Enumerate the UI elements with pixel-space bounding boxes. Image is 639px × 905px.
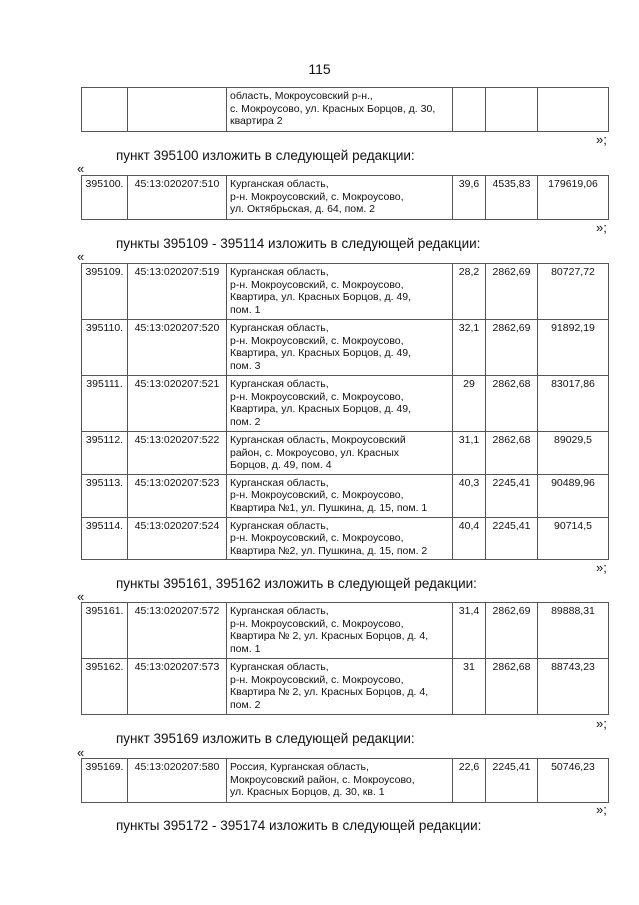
table-row xyxy=(82,264,609,320)
cadastral-value-cell: 89029,5 xyxy=(538,432,609,475)
row-number-cell: 395114. xyxy=(82,517,128,560)
paragraph-395100: пункт 395100 изложить в следующей редакции: xyxy=(116,148,415,163)
address-cell: Курганская область, р-н. Мокроусовский, с. Мокроусово, Квартира №1, ул. Пушкина, д. 15, пом. 1 xyxy=(227,474,453,517)
unit-value-cell xyxy=(486,88,538,132)
cadastral-number-cell: 45:13:020207:521 xyxy=(128,376,227,432)
cadastral-value-cell: 89888,31 xyxy=(538,603,609,659)
row-number-cell: 395100. xyxy=(82,176,128,220)
row-number-cell: 395111. xyxy=(82,376,128,432)
cadastral-value-cell: 179619,06 xyxy=(538,176,609,220)
table-row xyxy=(82,88,609,132)
table-row xyxy=(82,320,609,376)
table-row xyxy=(82,474,609,517)
table-395100 xyxy=(81,175,609,220)
row-number-cell xyxy=(82,88,128,132)
address-cell: Курганская область, р-н. Мокроусовский, с. Мокроусово, Квартира, ул. Красных Борцов, д. 49, пом. 1 xyxy=(227,264,453,320)
table-395169 xyxy=(81,758,609,803)
unit-value-cell: 2245,41 xyxy=(486,474,538,517)
area-cell xyxy=(453,88,486,132)
unit-value-cell: 4535,83 xyxy=(486,176,538,220)
cadastral-number-cell: 45:13:020207:573 xyxy=(128,659,227,715)
cadastral-number-cell: 45:13:020207:522 xyxy=(128,432,227,475)
paragraph-395172-395174: пункты 395172 - 395174 изложить в следующей редакции: xyxy=(116,818,482,833)
table-395161-395162 xyxy=(81,602,609,715)
open-quote-3: « xyxy=(77,589,85,604)
area-cell: 39,6 xyxy=(453,176,486,220)
address-cell: Курганская область, р-н. Мокроусовский, с. Мокроусово, Квартира №2, ул. Пушкина, д. 15, пом. 2 xyxy=(227,517,453,560)
close-quote-1: »; xyxy=(596,220,607,235)
address-cell: Россия, Курганская область, Мокроусовский район, с. Мокроусово, ул. Красных Борцов, д. 30, кв. 1 xyxy=(227,759,453,803)
row-number-cell: 395169. xyxy=(82,759,128,803)
area-cell: 32,1 xyxy=(453,320,486,376)
paragraph-395109-395114: пункты 395109 - 395114 изложить в следующей редакции: xyxy=(116,236,481,251)
area-cell: 29 xyxy=(453,376,486,432)
area-cell: 28,2 xyxy=(453,264,486,320)
open-quote-2: « xyxy=(77,249,85,264)
paragraph-395161-395162: пункты 395161, 395162 изложить в следующей редакции: xyxy=(116,576,477,591)
address-cell: Курганская область, р-н. Мокроусовский, с. Мокроусово, Квартира, ул. Красных Борцов, д. 49, пом. 3 xyxy=(227,320,453,376)
area-cell: 40,3 xyxy=(453,474,486,517)
cadastral-number-cell: 45:13:020207:524 xyxy=(128,517,227,560)
unit-value-cell: 2862,68 xyxy=(486,376,538,432)
table-row xyxy=(82,376,609,432)
table-row xyxy=(82,659,609,715)
close-quote-3: »; xyxy=(596,716,607,731)
unit-value-cell: 2862,68 xyxy=(486,659,538,715)
cadastral-value-cell: 83017,86 xyxy=(538,376,609,432)
cadastral-number-cell: 45:13:020207:519 xyxy=(128,264,227,320)
table-row xyxy=(82,759,609,803)
cadastral-value-cell: 80727,72 xyxy=(538,264,609,320)
address-cell: Курганская область, Мокроусовский район, с. Мокроусово, ул. Красных Борцов, д. 49, пом. 4 xyxy=(227,432,453,475)
cadastral-value-cell: 88743,23 xyxy=(538,659,609,715)
table-395109-395114 xyxy=(81,263,609,560)
area-cell: 22,6 xyxy=(453,759,486,803)
cadastral-value-cell xyxy=(538,88,609,132)
table-row xyxy=(82,432,609,475)
area-cell: 31 xyxy=(453,659,486,715)
cadastral-value-cell: 90489,96 xyxy=(538,474,609,517)
page-number: 115 xyxy=(308,61,331,77)
close-quote-4: »; xyxy=(596,802,607,817)
row-number-cell: 395113. xyxy=(82,474,128,517)
cadastral-value-cell: 90714,5 xyxy=(538,517,609,560)
cadastral-number-cell: 45:13:020207:572 xyxy=(128,603,227,659)
cadastral-number-cell xyxy=(128,88,227,132)
unit-value-cell: 2862,69 xyxy=(486,264,538,320)
cadastral-number-cell: 45:13:020207:523 xyxy=(128,474,227,517)
row-number-cell: 395112. xyxy=(82,432,128,475)
unit-value-cell: 2245,41 xyxy=(486,517,538,560)
address-cell: Курганская область, р-н. Мокроусовский, с. Мокроусово, Квартира, ул. Красных Борцов, д. 49, пом. 2 xyxy=(227,376,453,432)
address-cell: Курганская область, р-н. Мокроусовский, с. Мокроусово, Квартира № 2, ул. Красных Борцов, д. 4, пом. 1 xyxy=(227,603,453,659)
unit-value-cell: 2862,68 xyxy=(486,432,538,475)
close-quote-2: »; xyxy=(596,560,607,575)
table-row xyxy=(82,517,609,560)
open-quote-4: « xyxy=(77,745,85,760)
unit-value-cell: 2862,69 xyxy=(486,603,538,659)
open-quote-1: « xyxy=(77,161,85,176)
close-quote-0: »; xyxy=(596,132,607,147)
table-row xyxy=(82,603,609,659)
unit-value-cell: 2245,41 xyxy=(486,759,538,803)
address-cell: Курганская область, р-н. Мокроусовский, с. Мокроусово, ул. Октябрьская, д. 64, пом. 2 xyxy=(227,176,453,220)
cadastral-value-cell: 91892,19 xyxy=(538,320,609,376)
row-number-cell: 395161. xyxy=(82,603,128,659)
area-cell: 40,4 xyxy=(453,517,486,560)
cadastral-number-cell: 45:13:020207:580 xyxy=(128,759,227,803)
row-number-cell: 395109. xyxy=(82,264,128,320)
cadastral-value-cell: 50746,23 xyxy=(538,759,609,803)
cadastral-number-cell: 45:13:020207:520 xyxy=(128,320,227,376)
table-row xyxy=(82,176,609,220)
row-number-cell: 395110. xyxy=(82,320,128,376)
area-cell: 31,4 xyxy=(453,603,486,659)
unit-value-cell: 2862,69 xyxy=(486,320,538,376)
table-top-fragment xyxy=(81,87,609,132)
row-number-cell: 395162. xyxy=(82,659,128,715)
area-cell: 31,1 xyxy=(453,432,486,475)
address-cell: область, Мокроусовский р-н., с. Мокроусово, ул. Красных Борцов, д. 30, квартира 2 xyxy=(227,88,453,132)
address-cell: Курганская область, р-н. Мокроусовский, с. Мокроусово, Квартира № 2, ул. Красных Борцов, д. 4, пом. 2 xyxy=(227,659,453,715)
cadastral-number-cell: 45:13:020207:510 xyxy=(128,176,227,220)
paragraph-395169: пункт 395169 изложить в следующей редакции: xyxy=(116,731,415,746)
